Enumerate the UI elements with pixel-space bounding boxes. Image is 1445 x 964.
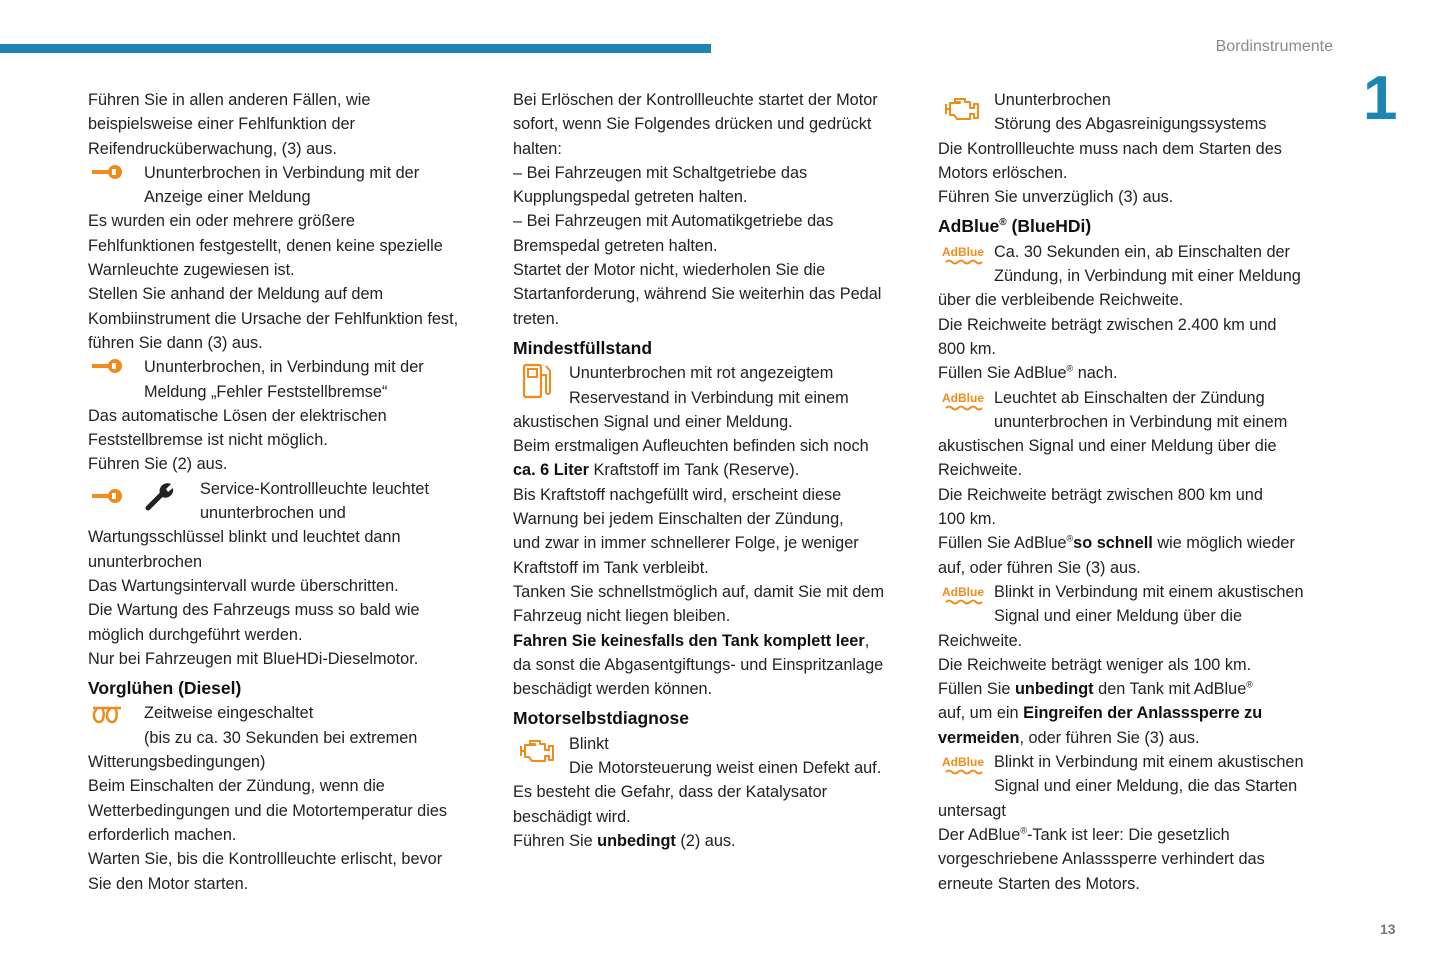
entry-title: Blinkt in Verbindung mit einem akustischen xyxy=(994,753,1304,772)
section-title: Bordinstrumente xyxy=(1215,38,1333,55)
entry-title: Die Motorsteuerung weist einen Defekt auf. xyxy=(569,759,882,778)
adblue-entry-4 xyxy=(938,750,1333,799)
entry-title: ununterbrochen in Verbindung mit einem xyxy=(994,412,1288,431)
emphasis: unbedingt xyxy=(597,831,676,850)
registered-mark: ® xyxy=(1020,825,1028,836)
paragraph: untersagt xyxy=(938,801,1006,820)
paragraph: beschädigt werden können. xyxy=(513,680,713,699)
text-span: AdBlue xyxy=(938,216,1000,237)
paragraph: Es wurden ein oder mehrere größere xyxy=(88,212,355,231)
paragraph: erneute Starten des Motors. xyxy=(938,874,1140,893)
paragraph: beispielsweise einer Fehlfunktion der xyxy=(88,115,355,134)
paragraph: halten: xyxy=(513,139,562,158)
paragraph: Beim Einschalten der Zündung, wenn die xyxy=(88,777,385,796)
paragraph: Die Reichweite beträgt zwischen 2.400 km und xyxy=(938,315,1277,334)
registered-mark: ® xyxy=(1066,363,1074,374)
entry-title: Störung des Abgasreinigungssystems xyxy=(994,115,1267,134)
adblue-icon xyxy=(940,586,986,605)
entry-title: Zündung, in Verbindung mit einer Meldung xyxy=(994,267,1301,286)
spanner-icon xyxy=(144,481,176,511)
paragraph xyxy=(513,829,913,853)
adblue-entry-2 xyxy=(938,386,1333,435)
paragraph: Bremspedal getreten halten. xyxy=(513,236,718,255)
warning-entry-preheat xyxy=(88,701,488,750)
adblue-entry-1 xyxy=(938,240,1333,289)
paragraph xyxy=(938,361,1333,385)
fuel-pump-icon xyxy=(521,361,553,401)
paragraph: Witterungsbedingungen) xyxy=(88,753,266,772)
warning-entry-parking-brake xyxy=(88,355,488,404)
paragraph xyxy=(938,531,1333,555)
paragraph xyxy=(938,701,1333,725)
adblue-icon-label: AdBlue xyxy=(942,390,984,405)
paragraph: Die Wartung des Fahrzeugs muss so bald wie xyxy=(88,601,420,620)
registered-mark: ® xyxy=(1246,679,1253,690)
paragraph: über die verbleibende Reichweite. xyxy=(938,291,1184,310)
paragraph: akustischen Signal und einer Meldung über die xyxy=(938,437,1277,456)
paragraph: Die Kontrollleuchte muss nach dem Starten des xyxy=(938,139,1282,158)
paragraph: ununterbrochen xyxy=(88,552,203,571)
paragraph: Das Wartungsintervall wurde überschritten. xyxy=(88,576,399,595)
paragraph: Feststellbremse ist nicht möglich. xyxy=(88,431,328,450)
entry-title: Ca. 30 Sekunden ein, ab Einschalten der xyxy=(994,242,1290,261)
adblue-entry-3 xyxy=(938,580,1333,629)
paragraph: Tanken Sie schnellstmöglich auf, damit Sie mit dem xyxy=(513,582,885,601)
entry-title: Ununterbrochen xyxy=(994,91,1111,109)
heading-fuel-level: Mindestfüllstand xyxy=(513,337,653,358)
adblue-icon-label: AdBlue xyxy=(942,584,984,599)
paragraph: Kombiinstrument die Ursache der Fehlfunktion fest, xyxy=(88,309,459,328)
heading-adblue xyxy=(938,214,1333,238)
paragraph: Reifendrucküberwachung, (3) aus. xyxy=(88,139,337,158)
entry-title: Blinkt in Verbindung mit einem akustischen xyxy=(994,582,1304,601)
heading-preheat: Vorglühen (Diesel) xyxy=(88,678,242,699)
entry-title: Ununterbrochen in Verbindung mit der xyxy=(144,163,420,182)
emphasis: Fahren Sie keinesfalls den Tank komplett leer xyxy=(513,631,865,650)
text-span: Füllen Sie AdBlue xyxy=(938,364,1067,383)
adblue-icon xyxy=(940,756,986,775)
entry-title: ununterbrochen und xyxy=(200,504,346,523)
paragraph xyxy=(513,458,913,482)
paragraph: Stellen Sie anhand der Meldung auf dem xyxy=(88,285,384,304)
text-span: auf, um ein xyxy=(938,704,1024,723)
paragraph: da sonst die Abgasentgiftungs- und Einspritzanlage xyxy=(513,655,884,674)
chapter-number: 1 xyxy=(1363,64,1398,133)
column-1 xyxy=(88,88,488,896)
paragraph: Die Reichweite beträgt zwischen 800 km und xyxy=(938,485,1263,504)
paragraph: Nur bei Fahrzeugen mit BlueHDi-Dieselmotor. xyxy=(88,649,419,668)
entry-title: Ununterbrochen mit rot angezeigtem xyxy=(569,364,834,383)
paragraph: auf, oder führen Sie (3) aus. xyxy=(938,558,1141,577)
paragraph: Die Reichweite beträgt weniger als 100 km. xyxy=(938,655,1252,674)
wave-icon xyxy=(940,405,986,411)
column-3 xyxy=(938,88,1333,896)
text-span: Füllen Sie xyxy=(938,680,1015,699)
entry-title: Service-Kontrollleuchte leuchtet xyxy=(200,479,429,498)
entry-title: Anzeige einer Meldung xyxy=(144,188,311,207)
emphasis: vermeiden xyxy=(938,728,1020,747)
glow-plug-icon xyxy=(90,704,124,726)
text-span: Füllen Sie AdBlue xyxy=(938,534,1067,553)
warning-entry-wrench-message xyxy=(88,161,488,210)
list-item: – Bei Fahrzeugen mit Schaltgetriebe das xyxy=(513,163,808,182)
registered-mark: ® xyxy=(999,217,1007,229)
paragraph: 800 km. xyxy=(938,339,996,358)
emphasis: ca. 6 Liter xyxy=(513,461,590,480)
text-span: , oder führen Sie (3) aus. xyxy=(1019,728,1200,747)
paragraph: Wartungsschlüssel blinkt und leuchtet dann xyxy=(88,528,401,547)
text-span: Der AdBlue xyxy=(938,825,1021,844)
paragraph: Führen Sie (2) aus. xyxy=(88,455,228,474)
paragraph: Warnung bei jedem Einschalten der Zündung, xyxy=(513,510,844,529)
entry-title: Signal und einer Meldung über die xyxy=(994,607,1243,626)
warning-entry-service xyxy=(88,477,488,526)
text-span: Kraftstoff im Tank (Reserve). xyxy=(589,461,800,480)
paragraph: Kraftstoff im Tank verbleibt. xyxy=(513,558,709,577)
paragraph: Startanforderung, während Sie weiterhin das Pedal xyxy=(513,285,882,304)
warning-entry-engine-diagnosis xyxy=(513,732,913,781)
paragraph: akustischen Signal und einer Meldung. xyxy=(513,412,793,431)
column-2 xyxy=(513,88,913,853)
text-span: , xyxy=(864,631,870,650)
paragraph: Es besteht die Gefahr, dass der Katalysator xyxy=(513,783,828,802)
paragraph: führen Sie dann (3) aus. xyxy=(88,333,263,352)
entry-title: Leuchtet ab Einschalten der Zündung xyxy=(994,388,1265,407)
text-span: wie möglich wieder xyxy=(1152,534,1295,553)
paragraph: Startet der Motor nicht, wiederholen Sie die xyxy=(513,261,826,280)
warning-entry-emission xyxy=(938,88,1333,137)
header-accent-bar xyxy=(0,44,711,53)
paragraph: Warnleuchte zugewiesen ist. xyxy=(88,261,295,280)
adblue-icon-label: AdBlue xyxy=(942,755,984,770)
emphasis: so schnell xyxy=(1073,534,1153,553)
paragraph: möglich durchgeführt werden. xyxy=(88,625,303,644)
paragraph xyxy=(938,726,1333,750)
paragraph: Das automatische Lösen der elektrischen xyxy=(88,406,387,425)
registered-mark: ® xyxy=(1066,533,1074,544)
paragraph: 100 km. xyxy=(938,510,996,529)
paragraph: Bis Kraftstoff nachgefüllt wird, erscheint diese xyxy=(513,485,842,504)
adblue-icon-label: AdBlue xyxy=(942,244,984,259)
paragraph xyxy=(938,677,1333,701)
paragraph: Sie den Motor starten. xyxy=(88,874,249,893)
text-span: (BlueHDi) xyxy=(1006,216,1092,237)
paragraph: Bei Erlöschen der Kontrollleuchte startet der Motor xyxy=(513,91,878,109)
text-span: nach. xyxy=(1073,364,1118,383)
heading-self-diagnosis: Motorselbstdiagnose xyxy=(513,708,689,729)
entry-title: Zeitweise eingeschaltet xyxy=(144,704,314,723)
wrench-icon xyxy=(90,357,124,375)
list-item: – Bei Fahrzeugen mit Automatikgetriebe das xyxy=(513,212,834,231)
text-span: -Tank ist leer: Die gesetzlich xyxy=(1027,825,1230,844)
adblue-icon xyxy=(940,246,986,265)
entry-title: Ununterbrochen, in Verbindung mit der xyxy=(144,358,424,377)
text-span: (2) aus. xyxy=(675,831,736,850)
entry-title: Reservestand in Verbindung mit einem xyxy=(569,388,849,407)
paragraph: Motors erlöschen. xyxy=(938,163,1068,182)
emphasis: unbedingt xyxy=(1014,680,1094,699)
paragraph: Beim erstmaligen Aufleuchten befinden sich noch xyxy=(513,437,869,456)
paragraph: vorgeschriebene Anlasssperre verhindert das xyxy=(938,850,1265,869)
adblue-icon xyxy=(940,392,986,411)
paragraph: Reichweite. xyxy=(938,631,1023,650)
paragraph: Warten Sie, bis die Kontrollleuchte erlischt, bevor xyxy=(88,850,443,869)
paragraph: treten. xyxy=(513,309,560,328)
entry-title: Signal und einer Meldung, die das Starten xyxy=(994,777,1298,796)
wave-icon xyxy=(940,599,986,605)
engine-icon xyxy=(519,736,555,764)
emphasis: Eingreifen der Anlasssperre zu xyxy=(1023,704,1263,723)
wave-icon xyxy=(940,259,986,265)
warning-entry-fuel xyxy=(513,361,913,410)
page-number: 13 xyxy=(1380,921,1396,937)
paragraph: Fehlfunktionen festgestellt, denen keine spezielle xyxy=(88,236,443,255)
paragraph: Wetterbedingungen und die Motortemperatur dies xyxy=(88,801,448,820)
paragraph: Führen Sie unverzüglich (3) aus. xyxy=(938,188,1174,207)
wave-icon xyxy=(940,769,986,775)
engine-icon xyxy=(944,94,980,122)
paragraph: beschädigt wird. xyxy=(513,807,631,826)
entry-title: (bis zu ca. 30 Sekunden bei extremen xyxy=(144,728,418,747)
entry-title: Meldung „Fehler Feststellbremse“ xyxy=(144,382,388,401)
paragraph: erforderlich machen. xyxy=(88,825,237,844)
wrench-icon xyxy=(90,163,124,181)
paragraph: Führen Sie in allen anderen Fällen, wie xyxy=(88,91,371,109)
text-span: Führen Sie xyxy=(513,831,598,850)
paragraph: und zwar in immer schnellerer Folge, je weniger xyxy=(513,534,859,553)
paragraph: Kupplungspedal getreten halten. xyxy=(513,188,748,207)
paragraph xyxy=(513,629,913,653)
text-span: den Tank mit AdBlue xyxy=(1093,680,1247,699)
paragraph: Fahrzeug nicht liegen bleiben. xyxy=(513,607,731,626)
paragraph: sofort, wenn Sie Folgendes drücken und gedrückt xyxy=(513,115,872,134)
paragraph xyxy=(938,823,1333,847)
wrench-icon xyxy=(90,487,124,505)
entry-title: Blinkt xyxy=(569,734,609,753)
paragraph: Reichweite. xyxy=(938,461,1023,480)
